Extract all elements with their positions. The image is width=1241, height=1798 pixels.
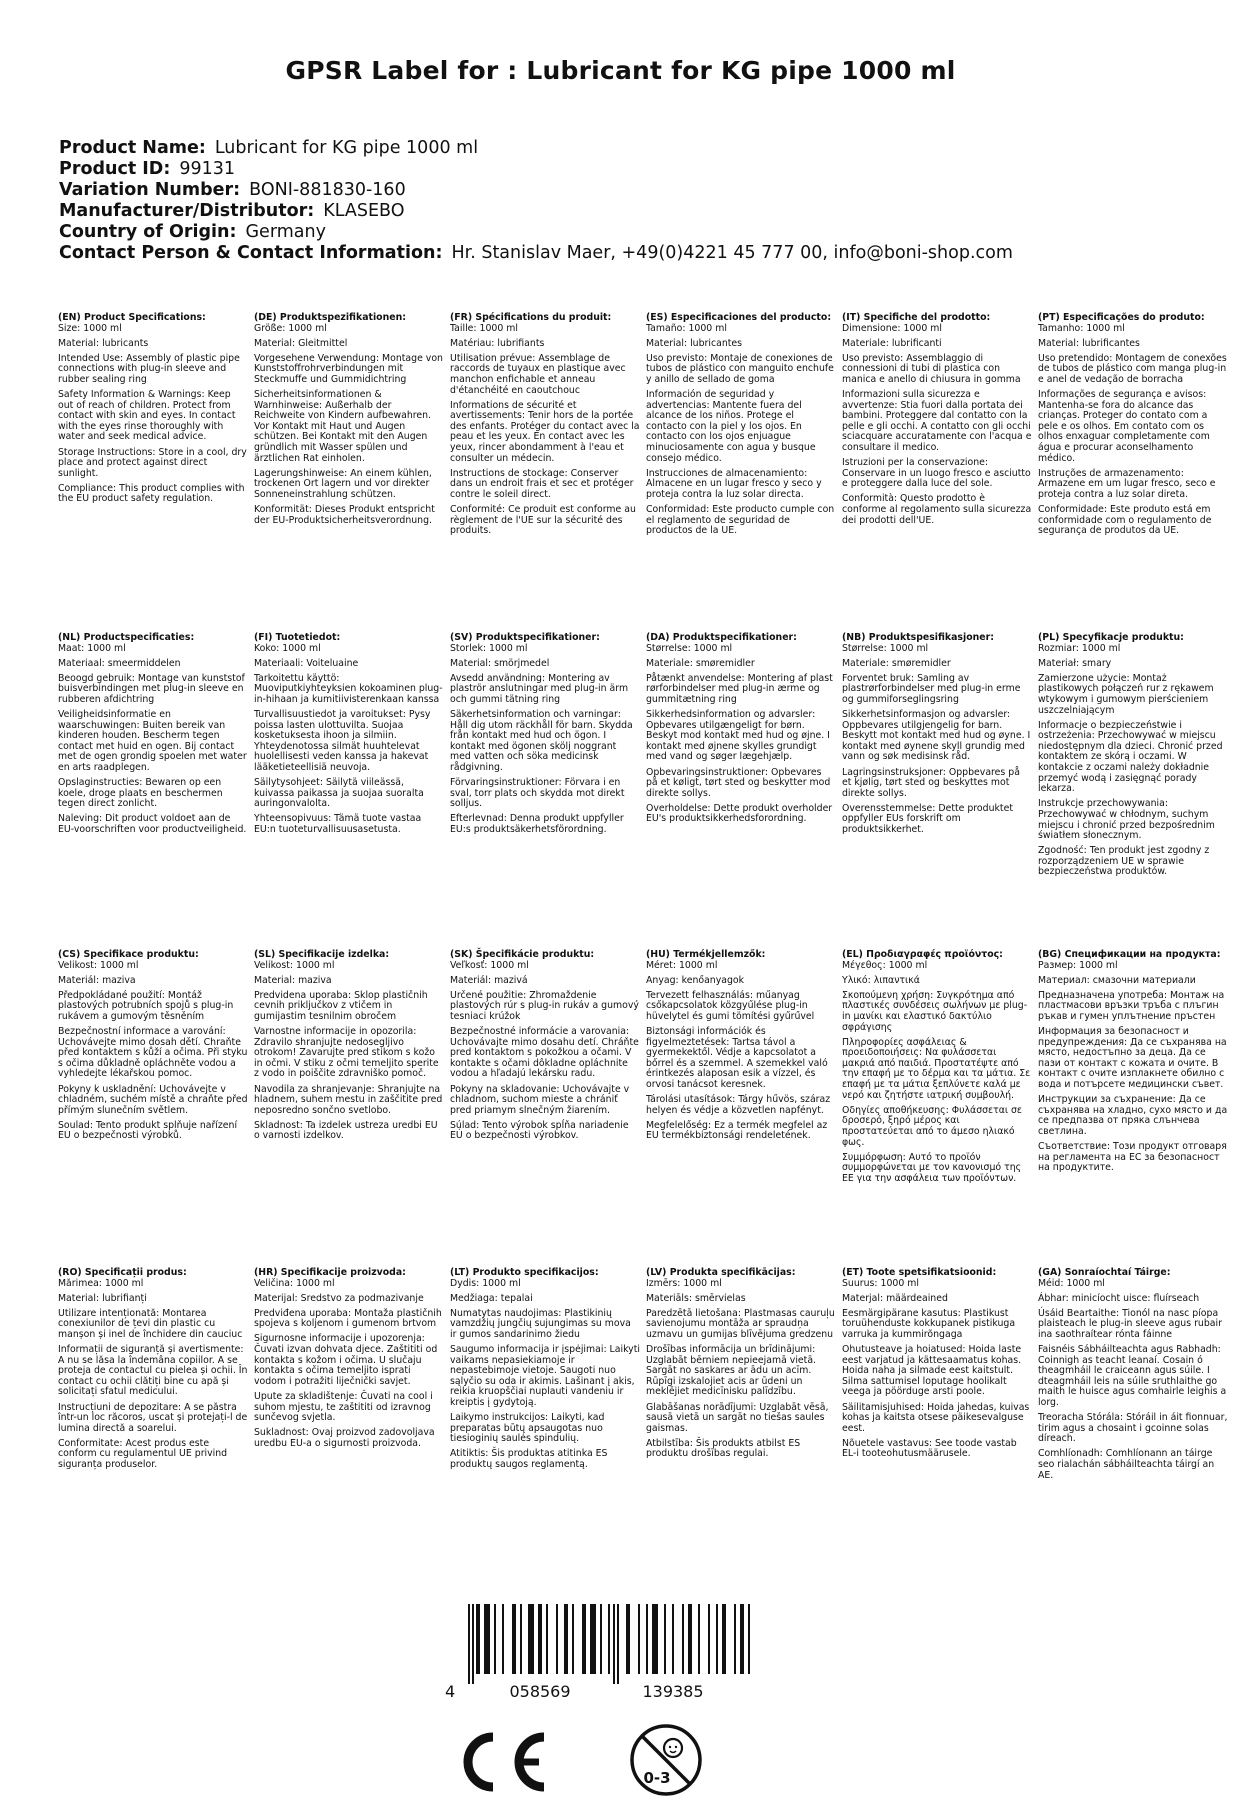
spec-paragraph: Säilytysohjeet: Säilytä viileässä, kuivassa paikassa ja suojaa suoralta auringonvalolta. [254,777,424,810]
spec-paragraph: Utilisation prévue: Assemblage de raccords de tuyaux en plastique avec manchon enfichable et anneau d'étanchéité en caoutchouc [450,352,626,396]
spec-paragraph: Materiale: smøremidler [646,657,755,669]
spec-paragraph: Rozmiar: 1000 ml [1038,642,1121,654]
barcode-bar [502,1604,504,1674]
spec-paragraph: Størrelse: 1000 ml [842,642,929,654]
language-block [58,1268,248,1475]
spec-paragraph: Информация за безопасност и предупреждения: Да се съхранява на място, недостъпно за деца. Да се пази от контакт с кожата и очите. В контакт с очите изплакнете обилно с вода и потърсете медицински съвет. [1038,1026,1227,1091]
spec-paragraph: Informazioni sulla sicurezza e avvertenze: Stia fuori dalla portata dei bambini. Proteggere dal contatto con la pelle e gli occhi. A contatto con gli occhi sciacquare accuratamente con l'acqua e consultare il medico. [842,389,1032,454]
spec-paragraph: Materiál: mazivá [450,974,528,986]
spec-paragraph: Úsáid Beartaithe: Tionól na nasc píopa plaisteach le plug-in sleeve agus rubair ina saothraítear rónta fáinne [1038,1307,1222,1340]
barcode-bar [748,1604,750,1674]
spec-paragraph: Beoogd gebruik: Montage van kunststof buisverbindingen met plug-in sleeve en rubberen afdichtring [58,672,245,705]
spec-paragraph: Vorgesehene Verwendung: Montage von Kunststoffrohrverbindungen mit Steckmuffe und Gummidichtring [254,352,443,385]
info-value: Hr. Stanislav Maer, +49(0)4221 45 777 00, info@boni-shop.com [451,243,1013,263]
barcode-digits-right: 139385 [642,1682,704,1700]
spec-paragraph: Anyag: kenőanyagok [646,974,745,986]
spec-paragraph: Conformidad: Este producto cumple con el reglamento de seguridad de productos de la UE. [646,504,835,537]
spec-paragraph: Påtænkt anvendelse: Montering af plast rørforbindelser med plug-in ærme og gummitætning ring [646,672,833,705]
spec-paragraph: Eesmärgipärane kasutus: Plastikust toruühenduste kokkupanek pistikuga varruka ja kummirõngaga [842,1307,1016,1340]
spec-paragraph: Veiligheidsinformatie en waarschuwingen: Buiten bereik van kinderen houden. Bescherm tegen contact met huid en ogen. Bij contact met de ogen grondig spoelen met water en arts raadplegen. [58,709,247,774]
spec-paragraph: Overholdelse: Dette produkt overholder EU's produktsikkerhedsforordning. [646,802,833,825]
spec-paragraph: Materiaal: smeermiddelen [58,657,181,669]
barcode-bar [716,1604,718,1674]
spec-paragraph: Größe: 1000 ml [254,322,327,334]
ce-mark-icon [453,1728,551,1796]
barcode-bar [590,1604,596,1674]
spec-paragraph: Tervezett felhasználás: műanyag csőkapcsolatok közgyűlése plug-in hüvelytel és gumi tömítési gyűrűvel [646,989,815,1022]
spec-paragraph: Material: maziva [254,974,332,986]
spec-paragraph: Οδηγίες αποθήκευσης: Φυλάσσεται σε δροσερό, ξηρό μέρος και προστατεύεται από το άμεσο ηλιακό φως. [842,1104,1022,1148]
spec-paragraph: Suurus: 1000 ml [842,1277,919,1289]
age-range-text: 0-3 [643,1769,671,1787]
spec-paragraph: Pokyny na skladovanie: Uchovávajte v chladnom, suchom mieste a chrániť pred priamym slnečným žiarením. [450,1083,630,1116]
spec-paragraph: Materjal: määrdeained [842,1292,948,1304]
spec-paragraph: Avsedd användning: Montering av plaströr anslutningar med plug-in ärm och gummi tätning ring [450,672,629,705]
info-label: Product Name: [59,138,206,158]
spec-paragraph: Sikkerhedsinformation og advarsler: Opbevares utilgængeligt for børn. Beskyt mod kontakt med hud og øjne. I kontakt med øjnene skylles grundigt med vand og søger lægehjælp. [646,709,830,763]
spec-paragraph: Biztonsági információk és figyelmeztetések: Tartsa távol a gyermekektől. Védje a kapcsolatot a bőrrel és a szemmel. A szemekkel való érintkezés alaposan esik a vízzel, és orvosi tanácsot keresnek. [646,1026,828,1091]
spec-paragraph: Tamanho: 1000 ml [1038,322,1125,334]
spec-paragraph: Utilizare intenționată: Montarea conexiunilor de țevi din plastic cu manșon și inel de închidere din cauciuc [58,1307,243,1340]
spec-paragraph: Izmērs: 1000 ml [646,1277,722,1289]
spec-paragraph: Uso previsto: Assemblaggio di connessioni di tubi di plastica con manica e anello di chiusura in gomma [842,352,1021,385]
spec-paragraph: Paredzētā lietošana: Plastmasas cauruļu savienojumu montāža ar spraudņa uzmavu un gumijas blīvējuma gredzenu [646,1307,835,1340]
spec-paragraph: Predviđena uporaba: Montaža plastičnih spojeva s koljenom i gumenom brtvom [254,1307,442,1330]
spec-paragraph: Material: lubrifianți [58,1292,147,1304]
spec-paragraph: Mărimea: 1000 ml [58,1277,144,1289]
spec-paragraph: Uso pretendido: Montagem de conexões de tubos de plástico com manga plug-in e anel de vedação de borracha [1038,352,1227,385]
barcode-digit-lead: 4 [445,1682,456,1700]
spec-paragraph: Méret: 1000 ml [646,959,718,971]
spec-paragraph: Predvidena uporaba: Sklop plastičnih cevnih priključkov z vtičem in gumijastim tesnilnim obročem [254,989,428,1022]
language-block [58,950,248,1147]
language-heading: (PT) Especificações do produto: [1038,312,1205,323]
spec-paragraph: Zamierzone użycie: Montaż plastikowych połączeń rur z rękawem wtykowym i gumowym pierścieniem uszczelniającym [1038,672,1214,716]
spec-paragraph: Lagringsinstruksjoner: Oppbevares på et kjølig, tørt sted og beskyttes mot direkte sollys. [842,766,1020,799]
spec-paragraph: Laikymo instrukcijos: Laikyti, kad preparatas būtų apsaugotas nuo tiesioginių saulės spindulių. [450,1412,605,1445]
barcode-bar [734,1604,736,1674]
spec-paragraph: Ohutusteave ja hoiatused: Hoida laste eest varjatud ja kättesaamatus kohas. Hoida naha ja silmade eest kaitstult. Silma sattumisel loputage hoolikalt veega ja pöörduge arsti poole. [842,1344,1022,1398]
language-heading: (EL) Προδιαγραφές προϊόντος: [842,949,1003,960]
spec-paragraph: Súlad: Tento výrobok spĺňa nariadenie EÚ o bezpečnosti výrobkov. [450,1119,629,1142]
spec-paragraph: Istruzioni per la conservazione: Conservare in un luogo fresco e asciutto e proteggere dalla luce del sole. [842,457,1031,490]
spec-paragraph: Ábhar: minicíocht uisce: fluírseach [1038,1292,1200,1304]
language-block [842,1268,1032,1465]
spec-paragraph: Upute za skladištenje: Čuvati na cool i suhom mjestu, te zaštititi od izravnog sunčevog svjetla. [254,1390,433,1424]
barcode-bar [528,1604,534,1674]
language-heading: (BG) Спецификации на продукта: [1038,949,1221,960]
spec-paragraph: Konformität: Dieses Produkt entspricht der EU-Produktsicherheitsverordnung. [254,504,435,526]
spec-paragraph: Bezpečnostné informácie a varovania: Uchovávajte mimo dosahu detí. Chráňte pred kontaktom s pokožkou a očami. V kontakte s očami dôkladne opláchnite vodou a hľadajú lekársku radu. [450,1026,639,1080]
barcode-bar [626,1604,630,1674]
spec-paragraph: Materijal: Sredstvo za podmazivanje [254,1292,424,1304]
spec-paragraph: Conformità: Questo prodotto è conforme al regolamento sulla sicurezza dei prodotti dell'UE. [842,493,1032,526]
spec-paragraph: Инструкции за съхранение: Да се съхранява на хладно, сухо място и да се предпазва от пряка слънчева светлина. [1038,1094,1228,1137]
language-heading: (HR) Specifikacije proizvoda: [254,1267,406,1278]
spec-paragraph: Treoracha Stórála: Stóráil in áit fionnuar, tirim agus a chosaint i gcoinne solas díreach. [1038,1412,1228,1445]
info-value: BONI-881830-160 [249,180,406,200]
barcode-bar [608,1604,610,1674]
language-heading: (EN) Product Specifications: [58,312,206,323]
spec-paragraph: Materiał: smary [1038,657,1112,669]
language-block [1038,313,1228,541]
language-heading: (CS) Specifikace produktu: [58,949,199,960]
barcode-bar [600,1604,602,1674]
spec-paragraph: Materiale: smøremidler [842,657,951,669]
spec-paragraph: Instrucțiuni de depozitare: A se păstra într-un loc răcoros, uscat și protejați-l de lumina directă a soarelui. [58,1401,248,1434]
barcode-bar [546,1604,548,1674]
spec-paragraph: Съответствие: Този продукт отговаря на регламента на ЕС за безопасност на продуктите. [1038,1141,1227,1174]
info-value: Germany [245,222,326,242]
spec-paragraph: Comhlíonadh: Comhlíonann an táirge seo rialachán sábháilteachta táirgí an AE. [1038,1448,1215,1481]
barcode-guard-bar [617,1604,619,1684]
spec-paragraph: Informations de sécurité et avertissements: Tenir hors de la portée des enfants. Protéger du contact avec la peau et les yeux. En contact avec les yeux, rincer abondamment à l'eau et consulter un médecin. [450,399,640,464]
spec-paragraph: Faisnéis Sábháilteachta agus Rabhadh: Coinnigh as teacht leanaí. Cosain ó theagmháil le craiceann agus súile. I dteagmháil leis na súile sruthlaithe go maith le huisce agus comhairle leighis a lorg. [1038,1344,1227,1409]
language-block [58,633,248,840]
spec-paragraph: Sikkerhetsinformasjon og advarsler: Oppbevares utilgjengelig for barn. Beskytt mot kontakt med hud og øyne. I kontakt med øynene skyll grundig med vann og søk medisinsk råd. [842,709,1031,763]
language-block [450,313,640,541]
spec-paragraph: Navodila za shranjevanje: Shranjujte na hladnem, suhem mestu in zaščitite pred neposredno sončno svetlobo. [254,1083,443,1116]
spec-paragraph: Pokyny k uskladnění: Uchovávejte v chladném, suchém místě a chraňte před přímým slunečním světlem. [58,1083,248,1116]
spec-paragraph: Säilitamisjuhised: Hoida jahedas, kuivas kohas ja kaitsta otsese päikesevalguse eest. [842,1401,1030,1434]
spec-paragraph: Drošības informācija un brīdinājumi: Uzglabāt bērniem nepieejamā vietā. Sargāt no saskares ar ādu un acīm. Rūpīgi izskalojiet acis ar ūdeni un meklējiet medicīnisku palīdzību. [646,1344,817,1398]
language-block [842,313,1032,531]
spec-paragraph: Informações de segurança e avisos: Mantenha-se fora do alcance das crianças. Proteger do contato com a pele e os olhos. Em contato com os olhos enxaguar completamente com água e procurar aconselhamento médico. [1038,389,1210,464]
spec-paragraph: Soulad: Tento produkt splňuje nařízení EU o bezpečnosti výrobků. [58,1119,238,1142]
barcode-bar [672,1604,674,1674]
spec-paragraph: Určené použitie: Zhromaždenie plastových rúr s plug-in rukáv a gumový tesniaci krúžok [450,989,639,1022]
spec-paragraph: Size: 1000 ml [58,322,122,334]
spec-paragraph: Dydis: 1000 ml [450,1277,521,1289]
spec-paragraph: Maat: 1000 ml [58,642,126,654]
spec-paragraph: Informații de siguranță și avertismente: A nu se lăsa la îndemâna copiilor. A se proteja de contactul cu pielea și ochii. În contact cu ochii clătiți bine cu apă și solicitați sfatul medicului. [58,1344,248,1398]
language-heading: (LV) Produkta specifikācijas: [646,1267,796,1278]
spec-paragraph: Bezpečnostní informace a varování: Uchovávejte mimo dosah dětí. Chraňte před kontaktem s kůží a očima. Při styku s očima důkladně opláchněte vodou a vyhledejte lékařskou pomoc. [58,1026,248,1080]
spec-paragraph: Σκοπούμενη χρήση: Συγκρότημα από πλαστικές συνδέσεις σωλήνων με plug-in μανίκι και ελαστικό δακτύλιο σφράγισης [842,989,1028,1033]
spec-paragraph: Uso previsto: Montaje de conexiones de tubos de plástico con manguito enchufe y anillo de sellado de goma [646,352,834,385]
barcode-bar [688,1604,692,1674]
spec-paragraph: Storlek: 1000 ml [450,642,528,654]
spec-paragraph: Tarkoitettu käyttö: Muoviputkiyhteyksien kokoaminen plug-in-hihaan ja kumitiivisterenkaan kanssa [254,672,443,705]
spec-paragraph: Efterlevnad: Denna produkt uppfyller EU:s produktsäkerhetsförordning. [450,813,624,835]
info-label: Country of Origin: [59,222,237,242]
spec-paragraph: Υλικό: λιπαντικά [842,974,920,986]
barcode-bar [556,1604,558,1674]
info-contact [59,243,1199,264]
spec-paragraph: Megfelelőség: Ez a termék megfelel az EU termékbiztonsági rendeletének. [646,1119,828,1142]
barcode-bar [638,1604,640,1674]
language-heading: (SV) Produktspecifikationer: [450,632,600,643]
spec-paragraph: Material: lubrificantes [1038,337,1140,349]
info-label: Product ID: [59,159,171,179]
language-heading: (FI) Tuotetiedot: [254,632,341,643]
spec-paragraph: Nõuetele vastavus: See toode vastab EL-i tooteohutusmäärusele. [842,1437,1017,1460]
language-block [1038,633,1228,882]
spec-paragraph: Conformité: Ce produit est conforme au règlement de l'UE sur la sécurité des produits. [450,504,636,537]
spec-paragraph: Materiale: lubrificanti [842,337,942,349]
info-country [59,222,1199,243]
info-manufacturer [59,201,1199,222]
spec-paragraph: Storage Instructions: Store in a cool, dry place and protect against direct sunlight. [58,446,247,479]
language-block [1038,1268,1228,1486]
spec-paragraph: Instructions de stockage: Conserver dans un endroit frais et sec et protéger contre le soleil direct. [450,467,634,500]
spec-paragraph: Compliance: This product complies with the EU product safety regulation. [58,482,245,505]
spec-paragraph: Skladnost: Ta izdelek ustreza uredbi EU o varnosti izdelkov. [254,1119,438,1142]
language-block [254,313,444,531]
spec-paragraph: Μέγεθος: 1000 ml [842,959,928,971]
barcode-bar [582,1604,586,1674]
info-value: KLASEBO [323,201,405,221]
spec-paragraph: Méid: 1000 ml [1038,1277,1105,1289]
spec-paragraph: Materiāls: smērvielas [646,1292,746,1304]
ean-barcode [440,1600,750,1700]
spec-paragraph: Conformidade: Este produto está em conformidade com o regulamento de segurança de produtos da UE. [1038,504,1212,537]
language-heading: (SK) Špecifikácie produktu: [450,949,595,960]
spec-paragraph: Varnostne informacije in opozorila: Zdravilo shranjujte nedosegljivo otrokom! Zavarujte pred stikom s kožo in očmi. V stiku z očmi temeljito sperite z vodo in poiščite zdravniško pomoč. [254,1026,439,1080]
barcode-bar [682,1604,684,1674]
spec-paragraph: Sigurnosne informacije i upozorenja: Čuvati izvan dohvata djece. Zaštititi od kontakta s kožom i očima. U slučaju kontakta s očima temeljito isprati vodom i potražiti liječnički savjet. [254,1333,438,1387]
spec-paragraph: Saugumo informacija ir įspėjimai: Laikyti vaikams nepasiekiamoje ir nepastebimoje vietoje. Saugoti nuo sąlyčio su oda ir akimis. Lašinant į akis, reikia kruopščiai nuplauti vandeniu ir kreiptis į gydytoją. [450,1344,640,1409]
spec-paragraph: Glabāšanas norādījumi: Uzglabāt vēsā, sausā vietā un sargāt no tiešas saules gaismas. [646,1401,829,1434]
spec-paragraph: Koko: 1000 ml [254,642,321,654]
info-variation-number [59,180,1199,201]
language-heading: (ET) Toote spetsifikatsioonid: [842,1267,997,1278]
barcode-guard-bar [613,1604,615,1684]
spec-paragraph: Tamaño: 1000 ml [646,322,727,334]
spec-paragraph: Materiaali: Voiteluaine [254,657,359,669]
spec-paragraph: Material: lubricants [58,337,149,349]
spec-paragraph: Instrucciones de almacenamiento: Almacene en un lugar fresco y seco y proteja contra la luz solar directa. [646,467,822,500]
language-heading: (SL) Specifikacije izdelka: [254,949,390,960]
barcode-guard-bar [468,1604,470,1684]
barcode-bar [538,1604,542,1674]
language-heading: (PL) Specyfikacje produktu: [1038,632,1184,643]
spec-paragraph: Naleving: Dit product voldoet aan de EU-voorschriften voor productveiligheid. [58,813,247,835]
spec-paragraph: Safety Information & Warnings: Keep out of reach of children. Protect from contact with skin and eyes. In contact with the eyes rinse thoroughly with water and seek medical advice. [58,389,236,443]
language-heading: (FR) Spécifications du produit: [450,312,612,323]
spec-paragraph: Předpokládané použití: Montáž plastových potrubních spojů s plug-in rukávem a gumovým těsněním [58,989,234,1022]
info-value: 99131 [179,159,236,179]
barcode-bar [740,1604,744,1674]
barcode-digits-left: 058569 [509,1682,571,1700]
spec-paragraph: Säkerhetsinformation och varningar: Håll dig utom räckhåll för barn. Skydda från kontakt med hud och ögon. I kontakt med ögonen skölj noggrant med vatten och söka medicinsk rådgivning. [450,709,633,774]
spec-paragraph: Material: lubricantes [646,337,743,349]
spec-paragraph: Velikost: 1000 ml [58,959,139,971]
spec-paragraph: Förvaringsinstruktioner: Förvara i en sval, torr plats och skydda mot direkt solljus. [450,777,625,810]
language-block [646,950,836,1147]
language-heading: (RO) Specificații produs: [58,1267,187,1278]
barcode-bar [664,1604,666,1674]
language-heading: (ES) Especificaciones del producto: [646,312,832,323]
language-block [254,950,444,1147]
language-heading: (HU) Termékjellemzők: [646,949,766,960]
language-block [1038,950,1228,1178]
spec-paragraph: Zgodność: Ten produkt jest zgodny z rozporządzeniem UE w sprawie bezpieczeństwa produktów. [1038,845,1210,878]
spec-paragraph: Turvallisuustiedot ja varoitukset: Pysy poissa lasten ulottuvilta. Suojaa kosketuksesta ihoon ja silmiin. Yhteydenotossa silmät huuhtelevat huolellisesti veden kanssa ja hakevat lääketieteellisiä neuvoja. [254,709,431,774]
spec-paragraph: Dimensione: 1000 ml [842,322,942,334]
language-block [842,950,1032,1189]
spec-paragraph: Veličina: 1000 ml [254,1277,335,1289]
language-heading: (LT) Produkto specifikacijos: [450,1267,599,1278]
barcode-bar [494,1604,496,1674]
language-heading: (GA) Sonraíochtaí Táirge: [1038,1267,1171,1278]
barcode-bar [476,1604,480,1674]
spec-paragraph: Lagerungshinweise: An einem kühlen, trockenen Ort lagern und vor direkter Sonneneinstrahlung schützen. [254,467,432,500]
language-block [646,633,836,830]
info-product-id [59,159,1199,180]
spec-paragraph: Numatytas naudojimas: Plastikinių vamzdžių jungčių sujungimas su mova ir gumos sandarinimo žiedu [450,1307,631,1340]
language-heading: (NB) Produktspesifikasjoner: [842,632,994,643]
spec-paragraph: Taille: 1000 ml [450,322,518,334]
language-block [254,633,444,840]
barcode-bar [698,1604,700,1674]
spec-paragraph: Informacje o bezpieczeństwie i ostrzeżenia: Przechowywać w miejscu niedostępnym dla dzieci. Chronić przed kontaktem ze skórą i oczami. W kontakcie z oczami należy dokładnie przemyć wodą i zasięgnąć porady lekarza. [1038,719,1223,795]
barcode-bar [572,1604,574,1674]
language-heading: (DA) Produktspecifikationer: [646,632,797,643]
spec-paragraph: Medžiaga: tepalai [450,1292,533,1304]
spec-paragraph: Opbevaringsinstruktioner: Opbevares på et køligt, tørt sted og beskytter mod direkte sollys. [646,766,831,799]
spec-paragraph: Información de seguridad y advertencias: Mantente fuera del alcance de los niños. Protege el contacto con la piel y los ojos. En contacto con los ojos enjuague minuciosamente con agua y busque consejo médico. [646,389,816,464]
spec-paragraph: Πληροφορίες ασφάλειας & προειδοποιήσεις: Να φυλάσσεται μακριά από παιδιά. Προστατέψτε από την επαφή με το δέρμα και τα μάτια. Σε επαφή με τα μάτια ξεπλύνετε καλά με νερό και ζητήστε ιατρική συμβουλή. [842,1036,1031,1101]
language-heading: (NL) Productspecificaties: [58,632,195,643]
page-title: GPSR Label for : Lubricant for KG pipe 1000 ml [285,56,956,85]
language-heading: (IT) Specifiche del prodotto: [842,312,991,323]
language-block [646,1268,836,1465]
barcode-bar [722,1604,726,1674]
language-block [254,1268,444,1454]
spec-paragraph: Veľkosť: 1000 ml [450,959,529,971]
barcode-bar [484,1604,490,1674]
language-heading: (DE) Produktspezifikationen: [254,312,406,323]
spec-paragraph: Atitiktis: Šis produktas atitinka ES produktų saugos reglamentą. [450,1448,608,1470]
barcode-bar [708,1604,710,1674]
spec-paragraph: Matériau: lubrifiants [450,337,545,349]
spec-paragraph: Sukladnost: Ovaj proizvod zadovoljava uredbu EU-a o sigurnosti proizvoda. [254,1427,435,1449]
barcode-guard-bar [472,1604,474,1684]
info-label: Manufacturer/Distributor: [59,201,315,221]
spec-paragraph: Предназначена употреба: Монтаж на пластмасови връзки тръба с плъгин ръкав и гумен уплътнение пръстен [1038,989,1225,1022]
spec-paragraph: Opslaginstructies: Bewaren op een koele, droge plaats en beschermen tegen direct zonlicht. [58,777,223,810]
info-label: Contact Person & Contact Information: [59,243,443,263]
barcode-bar [564,1604,568,1674]
spec-paragraph: Forventet bruk: Samling av plastrørforbindelser med plug-in erme og gummiforseglingsring [842,672,1021,705]
product-info [59,138,1199,264]
spec-paragraph: Atbilstība: Šis produkts atbilst ES produktu drošības regulai. [646,1437,801,1460]
spec-paragraph: Overensstemmelse: Dette produktet oppfyller EUs forskrift om produktsikkerhet. [842,802,1013,835]
barcode-bar [652,1604,658,1674]
barcode-bar [512,1604,516,1674]
language-block [450,633,640,840]
barcode-bar [646,1604,648,1674]
spec-paragraph: Tárolási utasítások: Tárgy hűvös, száraz helyen és védje a közvetlen napfényt. [646,1094,831,1116]
spec-paragraph: Instruções de armazenamento: Armazene em um lugar fresco, seco e proteja contra a luz solar direta. [1038,467,1216,500]
info-value: Lubricant for KG pipe 1000 ml [214,138,479,158]
barcode-bar [520,1604,522,1674]
language-block [450,1268,640,1475]
language-block [450,950,640,1147]
info-label: Variation Number: [59,180,241,200]
spec-paragraph: Intended Use: Assembly of plastic pipe connections with plug-in sleeve and rubber sealing ring [58,352,240,385]
spec-paragraph: Συμμόρφωση: Αυτό το προϊόν συμμορφώνεται με τον κανονισμό της ΕΕ για την ασφάλεια των προϊόντων. [842,1151,1022,1184]
spec-paragraph: Instrukcje przechowywania: Przechowywać w chłodnym, suchym miejscu i chronić przed bezpośrednim światłem słonecznym. [1038,798,1215,842]
spec-paragraph: Sicherheitsinformationen & Warnhinweise: Außerhalb der Reichweite von Kindern aufbewahren. Vor Kontakt mit Haut und Augen schützen. Bei Kontakt mit den Augen gründlich mit Wasser spülen und ärztlichen Rat einholen. [254,389,432,464]
spec-paragraph: Material: Gleitmittel [254,337,348,349]
spec-paragraph: Størrelse: 1000 ml [646,642,733,654]
spec-paragraph: Conformitate: Acest produs este conform cu regulamentul UE privind siguranța produselor. [58,1437,228,1470]
spec-paragraph: Velikost: 1000 ml [254,959,335,971]
spec-paragraph: Materiál: maziva [58,974,136,986]
spec-paragraph: Размер: 1000 ml [1038,959,1118,971]
spec-paragraph: Материал: смазочни материали [1038,974,1196,986]
spec-paragraph: Yhteensopivuus: Tämä tuote vastaa EU:n tuoteturvallisuusasetusta. [254,813,422,835]
age-0-3-warning-icon [628,1722,704,1798]
language-block [646,313,836,541]
spec-paragraph: Material: smörjmedel [450,657,550,669]
info-product-name [59,138,1199,159]
language-block [842,633,1032,840]
language-block [58,313,248,510]
